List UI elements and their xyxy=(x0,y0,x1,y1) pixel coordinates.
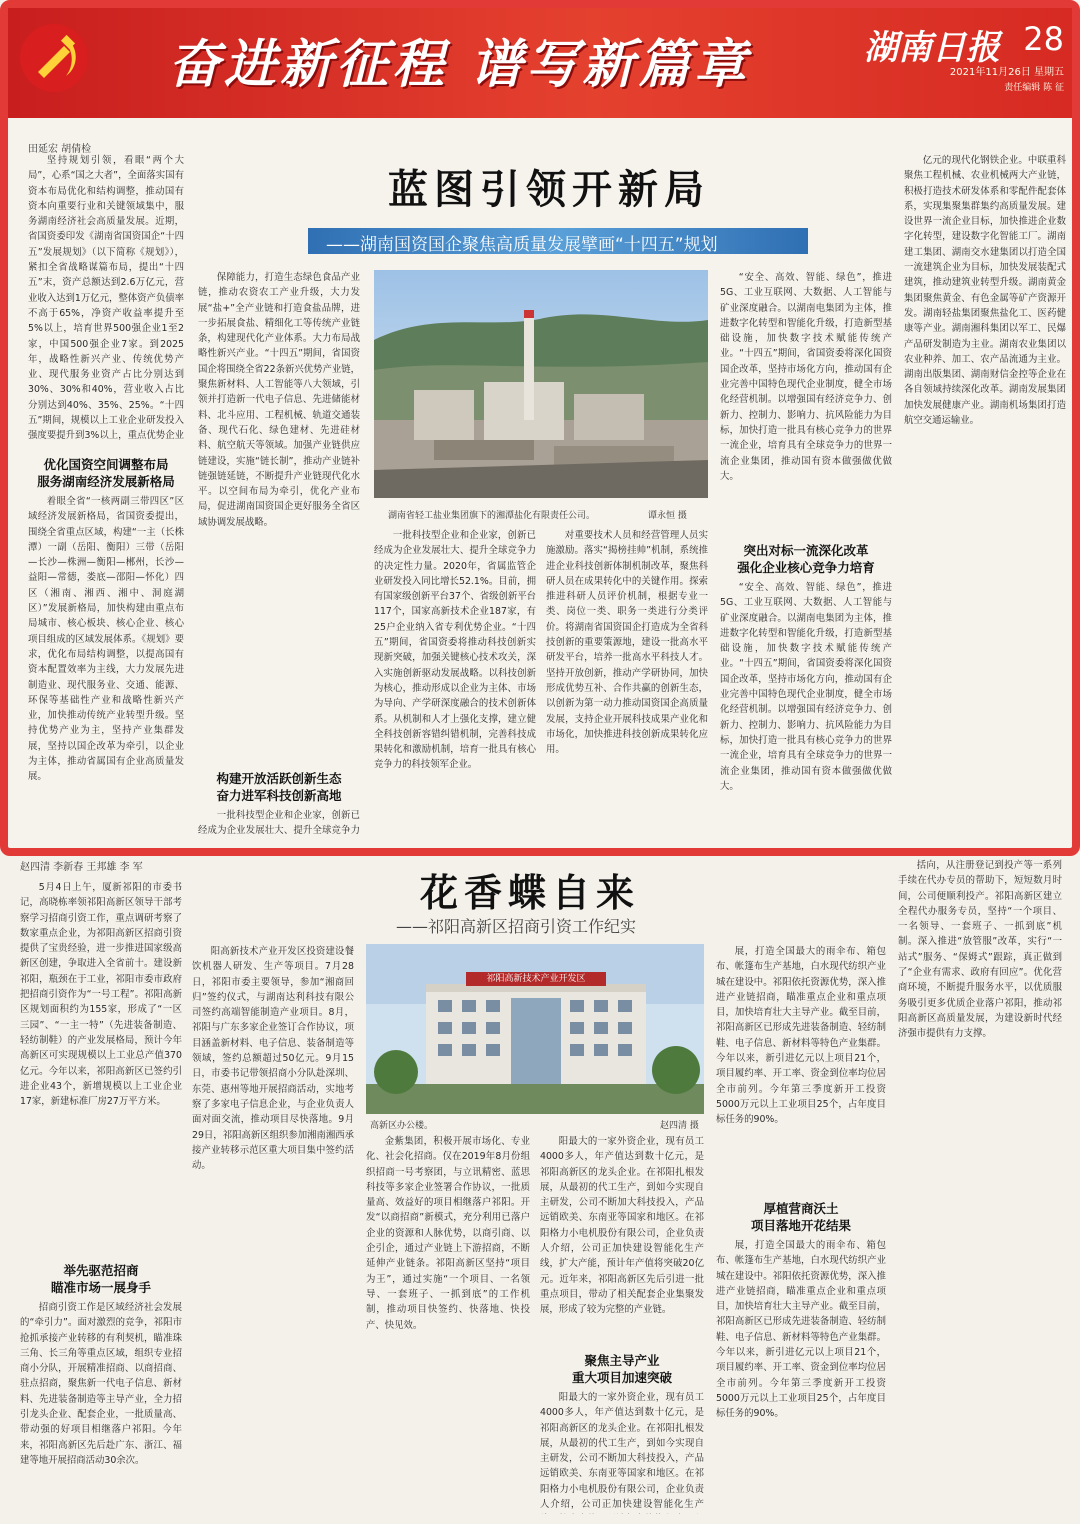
column-text: 一批科技型企业和企业家，创新已经成为企业发展壮大、提升全球竞争力的决定性力量。2020年，省属监管企业研发投入同比增长52.1%。目前，拥有国家级创新平台37个、省级创新平台117个，国家高新技术企业187家，有25户企业纳入省专利优势企业。“十四五”期间，省国资委将推动科技创新实现新突破，加强关键核心技术攻关，深入实施创新驱动发展战略。以科技创新为核心，推动形成以企业为主体、市场为导向、产学研深度融合的技术创新体系。从机制和人才上强化支撑，建立健全科技创新容错纠错机制，完善科技成果转化和激励机制，培育一批具有核心竞争力的科技领军企业。 xyxy=(374,530,536,771)
responsible-editor: 责任编辑 陈 征 xyxy=(1004,83,1064,93)
article-column xyxy=(198,808,360,838)
article-column xyxy=(374,528,536,828)
article-column xyxy=(716,1238,886,1514)
column-text: 招商引资工作是区域经济社会发展的“牵引力”。面对激烈的竞争，祁阳市抢抓承接产业转移的有利契机，瞄准珠三角、长三角等重点区域，组织专业招商小分队，开展精准招商、以商招商、驻点招商，聚焦新一代电子信息、新材料、先进装备制造等主导产业，全力招引龙头企业、配套企业，一批质量高、带动强的好项目相继落户祁阳。今年来，祁阳高新区先后赴广东、浙江、福建等地开展招商活动30余次。 xyxy=(20,1302,182,1466)
photo-credit: 赵四清 摄 xyxy=(660,1121,699,1131)
column-text: 阳最大的一家外资企业，现有员工4000多人，年产值达到数十亿元，是祁阳高新区的龙头企业。在祁阳扎根发展，从最初的代工生产，到如今实现自主研发，公司不断加大科技投入，产品远销欧美、东南亚等国家和地区。在祁阳格力小电机股份有限公司，企业负责人介绍，公司正加快建设智能化生产线，扩大产能，预计年产值将突破20亿元。近年来，祁阳高新区先后引进一批重点项目，带动了相关配套企业集聚发展，形成了较为完整的产业链。 xyxy=(540,1136,704,1316)
section-heading: 聚焦主导产业 重大项目加速突破 xyxy=(571,1353,672,1385)
newspaper-name: 湖南日报 xyxy=(864,28,1000,68)
article-headline: 花香蝶自来 xyxy=(420,870,641,915)
column-text: 5月4日上午，厦新祁阳的市委书记，高晓栋率领祁阳高新区领导干部考察学习招商引资工作，重点调研考察了数家重点企业，为祁阳高新区招商引资提供了宝贵经验，进一步推进国家级高新区创建，争取进入全省前十。建设新祁阳，瓶颈在于工业，祁阳市委市政府把招商引资作为“一号工程”。祁阳高新区规划面积约为155家，形成了“一区三园”、“一主一特”（先进装备制造、轻纺制鞋）的产业发展格局，预计今年高新区可实现规模以上工业总产值370亿元。今年以来，祁阳高新区已签约引进企业43个，新增规模以上工业企业17家，新建标准厂房27万平方米。 xyxy=(20,882,182,1108)
column-text: 展，打造全国最大的雨伞布、箱包布、帐篷布生产基地，白水现代纺织产业城在建设中。祁阳依托资源优势，深入推进产业链招商，瞄准重点企业和重点项目，加快培育壮大主导产业。截至目前，祁阳高新区已形成先进装备制造、轻纺制鞋、电子信息、新材料等特色产业集群。今年以来，新引进亿元以上项目21个，项目履约率、开工率、资金到位率均位居全市前列。今年第三季度新开工投资5000万元以上工业项目25个，占年度目标任务的90%。 xyxy=(716,946,886,1126)
section-heading: 优化国资空间调整布局 服务湖南经济发展新格局 xyxy=(37,457,175,489)
article-column xyxy=(720,270,892,530)
article-byline: 赵四清 李新春 王邦雄 李 军 xyxy=(20,862,143,873)
article-column xyxy=(20,1300,182,1514)
section-heading: 构建开放活跃创新生态 奋力进军科技创新高地 xyxy=(216,771,342,803)
photo-caption: 高新区办公楼。 xyxy=(370,1121,434,1131)
article-byline: 田延宏 胡倩检 xyxy=(28,144,92,155)
page-number: 28 xyxy=(1023,20,1064,58)
page-slogan: 奋进新征程 谱写新篇章 xyxy=(168,34,751,95)
article-headline: 蓝图引领开新局 xyxy=(388,166,710,213)
article-subheadline: ——祁阳高新区招商引资工作纪实 xyxy=(396,917,637,936)
column-text: 保障能力，打造生态绿色食品产业链，推动农资农工产业升级，大力发展“盐+”全产业链和打造食盐品牌，进一步拓展食盐、精细化工等传统产业链条，构建现代化产业体系。大力布局战略性新兴产业。“十四五”期间，省国资国企将围绕全省22条新兴优势产业链，聚焦新材料、人工智能等八大领域，引领并打造新一代电子信息、先进储能材料、北斗应用、工程机械、轨道交通装备、现代石化、绿色建材、先进硅材料、航空航天等领域。加强产业链供应链建设，实施“链长制”，推动产业链补链强链延链，不断提升产业链现代化水平。以空间布局为牵引，优化产业布局，促进湖南国资国企更好服务全省区域协调发展战略。 xyxy=(198,272,360,528)
page-header xyxy=(8,8,1072,118)
column-text: 展，打造全国最大的雨伞布、箱包布、帐篷布生产基地，白水现代纺织产业城在建设中。祁阳依托资源优势，深入推进产业链招商，瞄准重点企业和重点项目，加快培育壮大主导产业。截至目前，祁阳高新区已形成先进装备制造、轻纺制鞋、电子信息、新材料等特色产业集群。今年以来，新引进亿元以上项目21个，项目履约率、开工率、资金到位率均位居全市前列。今年第三季度新开工投资5000万元以上工业项目25个，占年度目标任务的90%。 xyxy=(716,1240,886,1420)
photo-credit: 谭永恒 摄 xyxy=(648,511,687,521)
industrial-plant-photo xyxy=(374,270,708,498)
column-text: 对重要技术人员和经营管理人员实施激励。落实“揭榜挂帅”机制，系统推进企业科技创新体制机制改革，聚焦科研人员在成果转化中的关键作用。探索推进科研人员评价机制，根据专业一类、岗位一类、职务一类进行分类评价。将湖南省国资国企打造成为全省科技创新的重要策源地，建设一批高水平研发平台，培养一批高水平科技人才。坚持开放创新，推动产学研协同，加快形成优势互补、合作共赢的创新生态，以创新为第一动力推动国资国企高质量发展，支持企业开展科技成果产业化和市场化，加快推进科技创新成果转化应用。 xyxy=(546,530,708,756)
section-heading: 突出对标一流深化改革 强化企业核心竞争力培育 xyxy=(737,543,875,575)
article-column xyxy=(904,153,1066,828)
column-text: 阳最大的一家外资企业，现有员工4000多人，年产值达到数十亿元，是祁阳高新区的龙头企业。在祁阳扎根发展，从最初的代工生产，到如今实现自主研发，公司不断加大科技投入，产品远销欧美、东南亚等国家和地区。在祁阳格力小电机股份有限公司，企业负责人介绍，公司正加快建设智能化生产 xyxy=(540,1392,704,1511)
article-column xyxy=(720,580,892,828)
article-subheadline: ——湖南国资国企聚焦高质量发展擘画“十四五”规划 xyxy=(326,235,718,255)
article-column xyxy=(192,944,354,1514)
article-column xyxy=(716,944,886,1190)
article-column xyxy=(546,528,708,828)
party-emblem-icon xyxy=(18,22,90,94)
column-text: 着眼全省“一核两副三带四区”区域经济发展新格局，省国资委提出，围绕全省重点区域，构建“一主（长株潭）一副（岳阳、衡阳）三带（岳阳—长沙—株洲—衡阳—郴州，长沙—益阳—常德，娄底—邵阳—怀化）四区（湘南、湘西、湘中、洞庭湖区）”发展新格局，加快构建由重点布局城市、核心板块、核心企业、核心项目组成的区域发展体系。《规划》要求，优化布局结构调整，以提高国有资本配置效率为主线，大力发展先进制造业、现代服务业、交通、能源、环保等基础性产业和战略性新兴产业，加快推动传统产业转型升级。坚持优势产业为主，坚持产业集群发展，坚持以国企改革为牵引，以企业为主体，推动省属国有企业高质量发展。 xyxy=(28,496,184,783)
office-building-photo xyxy=(366,944,704,1114)
building-sign: 祁阳高新技术产业开发区 xyxy=(486,974,586,984)
column-text: “安全、高效、智能、绿色”，推进5G、工业互联网、大数据、人工智能与矿业深度融合。以湖南电集团为主体，推进数字化转型和智能化升级，打造新型基础设施，加快数字技术赋能传统产业。“十四五”期间，省国资委将深化国资国企改革，坚持市场化方向，推动国有企业完善中国特色现代企业制度，健全市场化经营机制。以增强国有经济竞争力、创新力、控制力、影响力、抗风险能力为目标，加快打造一批具有核心竞争力的世界一流企业，培育具有全球竞争力的世界一流企业集团，推动国有资本做强做优做大。 xyxy=(720,582,892,792)
issue-date: 2021年11月26日 星期五 xyxy=(949,67,1064,78)
article-column xyxy=(20,880,182,1254)
article-photo xyxy=(374,270,708,498)
section-heading: 举先驱范招商 瞄准市场一展身手 xyxy=(50,1263,151,1295)
article-column xyxy=(198,270,360,756)
article-column xyxy=(540,1390,704,1514)
article-column xyxy=(540,1134,704,1344)
column-text: “安全、高效、智能、绿色”，推进5G、工业互联网、大数据、人工智能与矿业深度融合。以湖南电集团为主体，推进数字化转型和智能化升级，打造新型基础设施，加快数字技术赋能传统产业。“十四五”期间，省国资委将深化国资国企改革，坚持市场化方向，推动国有企业完善中国特色现代企业制度，健全市场化经营机制。以增强国有经济竞争力、创新力、控制力、影响力、抗风险能力为目标，加快打造一批具有核心竞争力的世界一流企业，培育具有全球竞争力的世界一流企业集团，推动国有资本做强做优做大。 xyxy=(720,272,892,482)
section-heading: 厚植营商沃土 项目落地开花结果 xyxy=(750,1201,851,1233)
article-column xyxy=(366,1134,530,1514)
article-column xyxy=(28,494,184,828)
column-text: 亿元的现代化钢铁企业。中联重科聚焦工程机械、农业机械两大产业链，积极打造技术研发体系和零配件配套体系，实现集聚集群集约高质量发展。建设世界一流企业目标，加快推进企业数字化转型，建设数字化智能工厂。湖南建工集团、湖南交水建集团以打造全国一流建筑企业为目标，加快发展装配式建筑，推动建筑业转型升级。湖南黄金集团聚焦黄金、有色金属等矿产资源开发。湖南轻盐集团聚焦盐化工、医药健康等产业。湖南湘科集团以军工、民爆产品研发制造为主业。湖南农业集团以农业种养、加工、农产品流通为主业。湖南出版集团、湖南财信金控等企业在各自领域持续深化改革。湖南发展集团加快发展健康产业。湖南机场集团打造航空交通运输业。 xyxy=(904,155,1066,427)
photo-caption: 湖南省轻工盐业集团旗下的湘潭盐化有限责任公司。 xyxy=(388,511,596,521)
column-text: 一批科技型企业和企业家，创新已经成为企业发展壮大、提升全球竞争力 xyxy=(198,810,360,837)
column-text: 括向，从注册登记到投产等一系列手续在代办专员的帮助下，短短数月时间，公司便顺利投产。祁阳高新区建立全程代办服务专员，坚持“一个项目、一名领导、一套班子、一抓到底”机制。深入推进“放管服”改革，实行“一站式”服务、“保姆式”跟踪，真正做到了“企业有需求、政府有回应”。优化营商环境，不断提升服务水平，以优质服务吸引更多优质企业落户祁阳，推动祁阳高新区高质量发展，为建设新时代经济强市提供有力支撑。 xyxy=(898,860,1062,1040)
article-column xyxy=(28,153,184,445)
column-text: 坚持规划引领，看眼“两个大局”，心系“国之大者”，全面落实国有资本布局优化和结构调整，推动国有资本向重要行业和关键领域集中，服务湖南经济社会高质量发展。近期，省国资委印发《湖南省国资国企“十四五”发展规划》（以下简称《规划》），紧扣全省战略谋篇布局，提出“十四五”末，资产总额达到2.6万亿元，营业收入达到1万亿元，整体资产负债率不高于65%，净资产收益率提升至5%以上，培育世界500强企业1至2家，中国500强企业7家。到2025年，战略性新兴产业、传统优势产业、现代服务业资产占比分别达到30%、30%和40%，营业收入占比分别达到40%、35%、25%。“十四五”期间，规模以上工业企业研发投入强度要提升到3%以上，重点优势企业 xyxy=(28,155,184,442)
article-photo xyxy=(366,944,704,1114)
column-text: 金紫集团，积极开展市场化、专业化、社会化招商。仅在2019年8月份组织招商一号考察团，与立讯精密、蓝思科技等多家企业签署合作协议，一批质量高、效益好的项目相继落户祁阳。开发“以商招商”新模式，充分利用已落户企业的资源和人脉优势，以商引商、以企引企，通过产业链上下游招商，不断延伸产业链条。祁阳高新区坚持“项目为王”，通过实施“一个项目、一名领导、一套班子、一抓到底”的工作机制，推动项目快签约、快落地、快投产、快见效。 xyxy=(366,1136,530,1331)
column-text: 阳高新技术产业开发区投资建设餐饮机器人研发、生产等项目。7月28日，祁阳市委主要领导，参加“湘商回归”签约仪式，与湖南达利科技有限公司签约高端智能制造产业项目。8月，祁阳与广东多家企业签订合作协议，项目涵盖新材料、电子信息、装备制造等领域，签约总额超过50亿元。9月15日，市委书记带领招商小分队赴深圳、东莞、惠州等地开展招商活动，实地考察了多家电子信息企业，与企业负责人面对面交流，推动项目尽快落地。9月29日，祁阳高新区组织参加湘南湘西承接产业转移示范区重大项目集中签约活动。 xyxy=(192,946,354,1172)
article-column xyxy=(898,858,1062,1514)
